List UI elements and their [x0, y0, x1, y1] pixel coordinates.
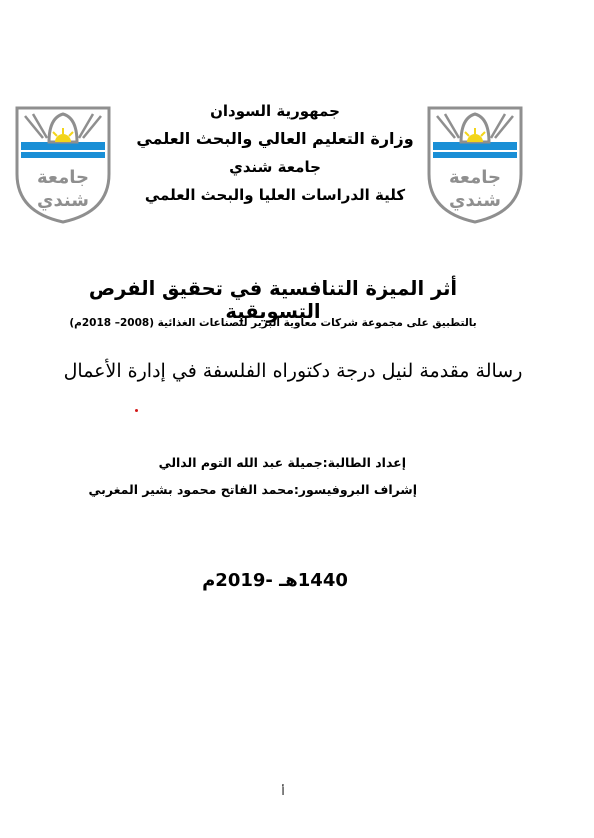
thesis-statement: رسالة مقدمة لنيل درجة دكتوراه الفلسفة في إدارة الأعمال	[63, 360, 523, 382]
thesis-date: 1440هـ -2019م	[202, 570, 348, 591]
shendi-university-logo-left	[13, 104, 113, 226]
college-name: كلية الدراسات العليا والبحث العلمي	[144, 186, 406, 204]
institution-header	[130, 102, 420, 214]
prepared-by: إعداد الطالبة:جميلة عبد الله التوم الدالي	[158, 455, 406, 470]
thesis-subtitle: بالتطبيق على مجموعة شركات معاوية البرير للصناعات الغذائية (2008– 2018م)	[69, 317, 477, 329]
country-name: جمهورية السودان	[210, 102, 340, 120]
logo-text-bottom: شندي	[449, 190, 501, 211]
logo-text-top: جامعة	[449, 167, 501, 188]
university-name: جامعة شندي	[229, 158, 321, 176]
logo-text-top: جامعة	[37, 167, 89, 188]
ministry-name: وزارة التعليم العالي والبحث العلمي	[136, 129, 414, 148]
logo-text-bottom: شندي	[37, 190, 89, 211]
page-number: أ	[281, 785, 285, 798]
thesis-title: أثر الميزة التنافسية في تحقيق الفرص التسويقية	[88, 277, 458, 323]
stray-red-dot	[135, 409, 138, 412]
shendi-university-logo-right	[425, 104, 525, 226]
supervisor: إشراف البروفيسور:محمد الفاتح محمود بشير المغربي	[88, 482, 417, 497]
